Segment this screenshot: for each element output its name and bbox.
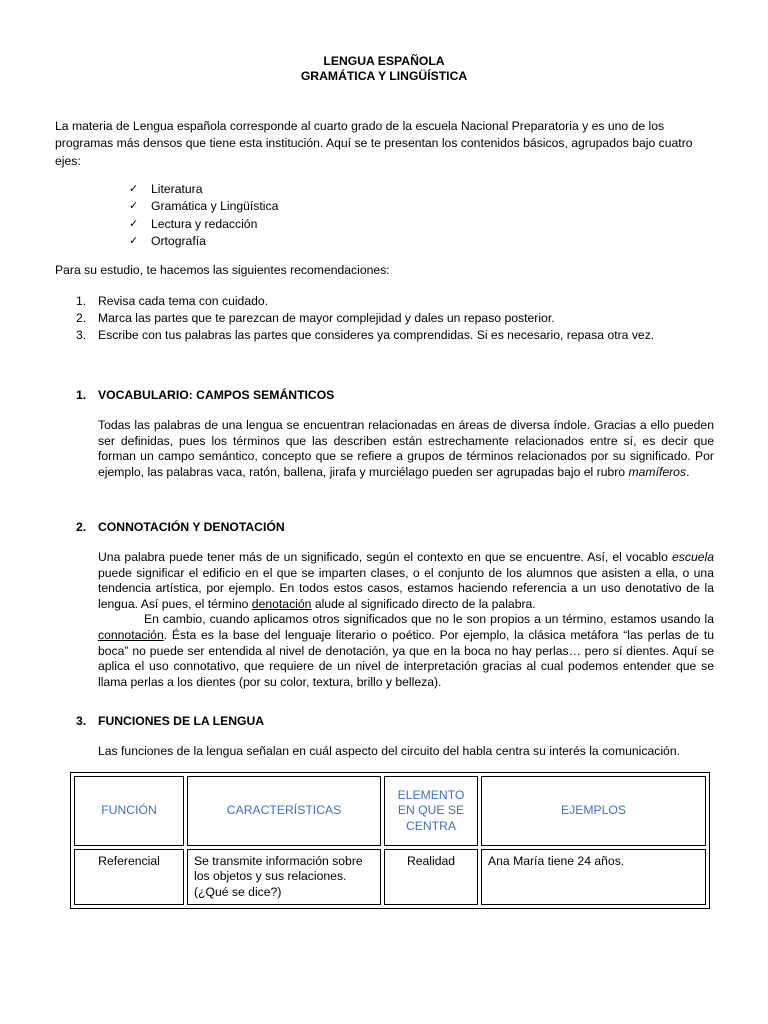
axes-list — [129, 181, 278, 251]
recommendations-list — [76, 293, 654, 345]
section-heading-vocabulario: 1. VOCABULARIO: CAMPOS SEMÁNTICOS — [76, 388, 335, 402]
title-line-1: LENGUA ESPAÑOLA — [323, 54, 445, 68]
list-item: ✓ Ortografía — [129, 233, 278, 250]
cell-elemento: Realidad — [384, 849, 478, 905]
header-ejemplos: EJEMPLOS — [481, 776, 706, 846]
list-item: 3. Escribe con tus palabras las partes que consideres ya comprendidas. Si es necesario, repasa otra vez. — [76, 328, 655, 343]
check-mark-icon: ✓ — [129, 235, 139, 248]
check-mark-icon: ✓ — [129, 183, 139, 195]
section-paragraph-vocabulario: Todas las palabras de una lengua se encuentran relacionadas en áreas de diversa índole. Gracias a ello pueden ser definidas, pues los términos que las describen están estrechamente relacionados entre sí, es decir que forman un campo semántico, concepto que se refiere a grupos de términos relacionados por su significado. Por ejemplo, las palabras vaca, ratón, ballena, jirafa y murciélago pueden ser agrupadas bajo el rubro mamíferos. — [98, 418, 714, 479]
table-row — [74, 849, 706, 905]
section-heading-funciones: 3. FUNCIONES DE LA LENGUA — [76, 714, 265, 728]
list-item: ✓ Lectura y redacción — [129, 216, 278, 233]
document-title — [0, 54, 768, 84]
table-header-row — [74, 776, 706, 846]
header-caracteristicas: CARACTERÍSTICAS — [187, 776, 381, 846]
intro-paragraph: La materia de Lengua española corresponde al cuarto grado de la escuela Nacional Preparatoria y es uno de los programas más densos que tiene esta institución. Aquí se te presentan los contenidos básicos, agrupados bajo cuatro ejes: — [55, 119, 693, 168]
functions-table — [70, 772, 710, 909]
section-paragraph-funciones: Las funciones de la lengua señalan en cuál aspecto del circuito del habla centra su interés la comunicación. — [98, 744, 680, 758]
list-item: ✓ Gramática y Lingüística — [129, 198, 278, 215]
section-paragraph-connotacion: Una palabra puede tener más de un significado, según el contexto en que se encuentre. Así, el vocablo escuela puede significar el edificio en el que se imparten clases, o el conjunto de los alumnos que asisten a ella, o una tendencia artística, por ejemplo. En todos estos casos, estamos haciendo referencia a un uso denotativo de la lengua. Así pues, el término denotación alude al significado directo de la palabra. En cambio, cuando aplicamos otros significados que no le son propios a un término, estamos usando la connotación. Ésta es la base del lenguaje literario o poético. Por ejemplo, la clásica metáfora “las perlas de tu boca” no puede ser entendida al nivel de denotación, ya que en la boca no hay perlas… pero sí dientes. Aquí se aplica el uso connotativo, que requiere de un nivel de interpretación gracias al cual podemos entender que se llama perlas a los dientes (por su color, textura, brillo y belleza). — [98, 550, 714, 689]
check-mark-icon: ✓ — [129, 217, 139, 230]
list-item: ✓ Literatura — [129, 181, 278, 198]
list-item: 1. Revisa cada tema con cuidado. — [76, 294, 269, 308]
cell-ejemplos: Ana María tiene 24 años. — [481, 849, 706, 905]
recommendations-intro: Para su estudio, te hacemos las siguientes recomendaciones: — [55, 263, 390, 277]
section-heading-connotacion: 2. CONNOTACIÓN Y DENOTACIÓN — [76, 520, 285, 534]
title-line-2: GRAMÁTICA Y LINGÜÍSTICA — [300, 69, 468, 83]
check-mark-icon: ✓ — [129, 200, 139, 213]
header-funcion: FUNCIÓN — [74, 776, 184, 846]
header-elemento: ELEMENTO EN QUE SE CENTRA — [384, 776, 478, 846]
cell-caracteristicas: Se transmite información sobre los objetos y sus relaciones. (¿Qué se dice?) — [187, 849, 381, 905]
cell-funcion: Referencial — [74, 849, 184, 905]
list-item: 2. Marca las partes que te parezcan de mayor complejidad y dales un repaso posterior. — [76, 311, 555, 326]
